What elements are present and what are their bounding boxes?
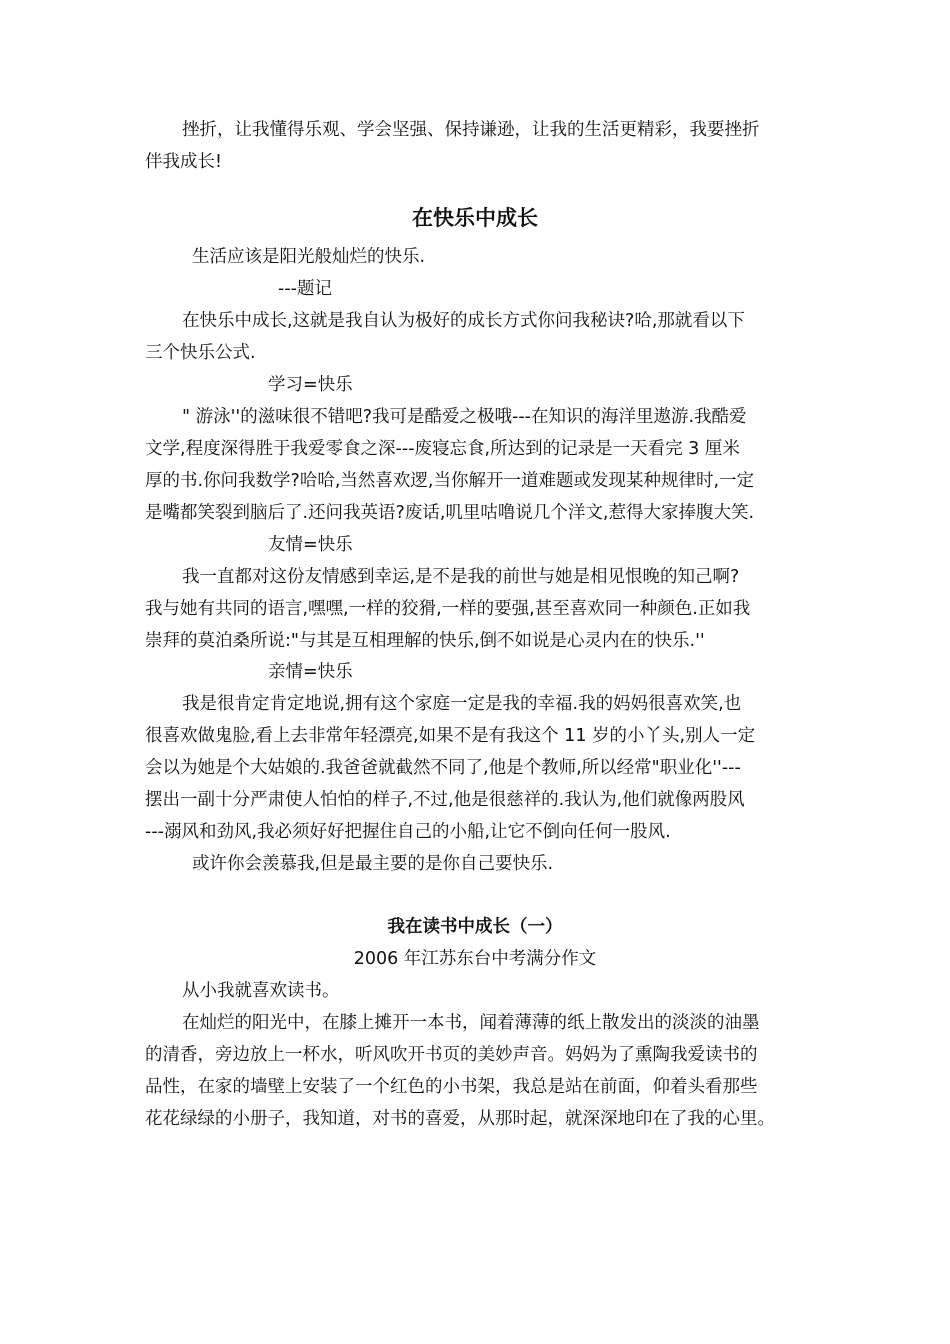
essay-title: 在快乐中成长 [412, 206, 538, 230]
intro-line: 挫折，让我懂得乐观、学会坚强、保持谦逊，让我的生活更精彩，我要挫折 [182, 120, 760, 140]
epigraph: 生活应该是阳光般灿烂的快乐. [192, 247, 426, 267]
paragraph-line: 文学,程度深得胜于我爱零食之深---废寝忘食,所达到的记录是一天看完 3 厘米 [145, 439, 740, 459]
paragraph-line: 我是很肯定肯定地说,拥有这个家庭一定是我的幸福.我的妈妈很喜欢笑,也 [182, 694, 742, 714]
paragraph-line: 我一直都对这份友情感到幸运,是不是我的前世与她是相见恨晚的知己啊? [182, 567, 740, 587]
paragraph-line: 的清香，旁边放上一杯水，听风吹开书页的美妙声音。妈妈为了熏陶我爱读书的 [145, 1045, 758, 1065]
essay-subtitle: 2006 年江苏东台中考满分作文 [353, 949, 597, 969]
paragraph-line: 三个快乐公式. [145, 343, 256, 363]
formula-heading: 友情=快乐 [268, 535, 353, 555]
formula-heading: 亲情=快乐 [268, 662, 353, 682]
paragraph-line: 从小我就喜欢读书。 [182, 981, 340, 1001]
paragraph-line: 在快乐中成长,这就是我自认为极好的成长方式你问我秘诀?哈,那就看以下 [182, 311, 745, 331]
paragraph-line: ---溺风和劲风,我必须好好把握住自己的小船,让它不倒向任何一股风. [145, 822, 671, 842]
paragraph-line: 在灿烂的阳光中，在膝上摊开一本书，闻着薄薄的纸上散发出的淡淡的油墨 [182, 1013, 760, 1033]
formula-heading: 学习=快乐 [268, 375, 353, 395]
paragraph-line: 是嘴都笑裂到脑后了.还问我英语?废话,叽里咕噜说几个洋文,惹得大家捧腹大笑. [145, 503, 755, 523]
paragraph-line: " 游泳''的滋味很不错吧?我可是酷爱之极哦---在知识的海洋里遨游.我酷爱 [182, 407, 747, 427]
epigraph-note: ---题记 [278, 279, 332, 299]
paragraph-line: 很喜欢做鬼脸,看上去非常年轻漂亮,如果不是有我这个 11 岁的小丫头,别人一定 [145, 726, 756, 746]
paragraph-line: 摆出一副十分严肃使人怕怕的样子,不过,他是很慈祥的.我认为,他们就像两股风 [145, 790, 745, 810]
closing-line: 或许你会羡慕我,但是最主要的是你自己要快乐. [192, 854, 554, 874]
paragraph-line: 会以为她是个大姑娘的.我爸爸就截然不同了,他是个教师,所以经常"职业化''--- [145, 758, 741, 778]
essay-title: 我在读书中成长（一） [387, 917, 563, 937]
paragraph-line: 崇拜的莫泊桑所说:"与其是互相理解的快乐,倒不如说是心灵内在的快乐.'' [145, 631, 705, 651]
intro-line: 伴我成长! [145, 152, 223, 172]
paragraph-line: 我与她有共同的语言,嘿嘿,一样的狡猾,一样的要强,甚至喜欢同一种颜色.正如我 [145, 599, 751, 619]
paragraph-line: 品性，在家的墙壁上安装了一个红色的小书架，我总是站在前面，仰着头看那些 [145, 1077, 758, 1097]
paragraph-line: 厚的书.你问我数学?哈哈,当然喜欢逻,当你解开一道难题或发现某种规律时,一定 [145, 471, 755, 491]
paragraph-line: 花花绿绿的小册子，我知道，对书的喜爱，从那时起，就深深地印在了我的心里。 [145, 1109, 775, 1129]
